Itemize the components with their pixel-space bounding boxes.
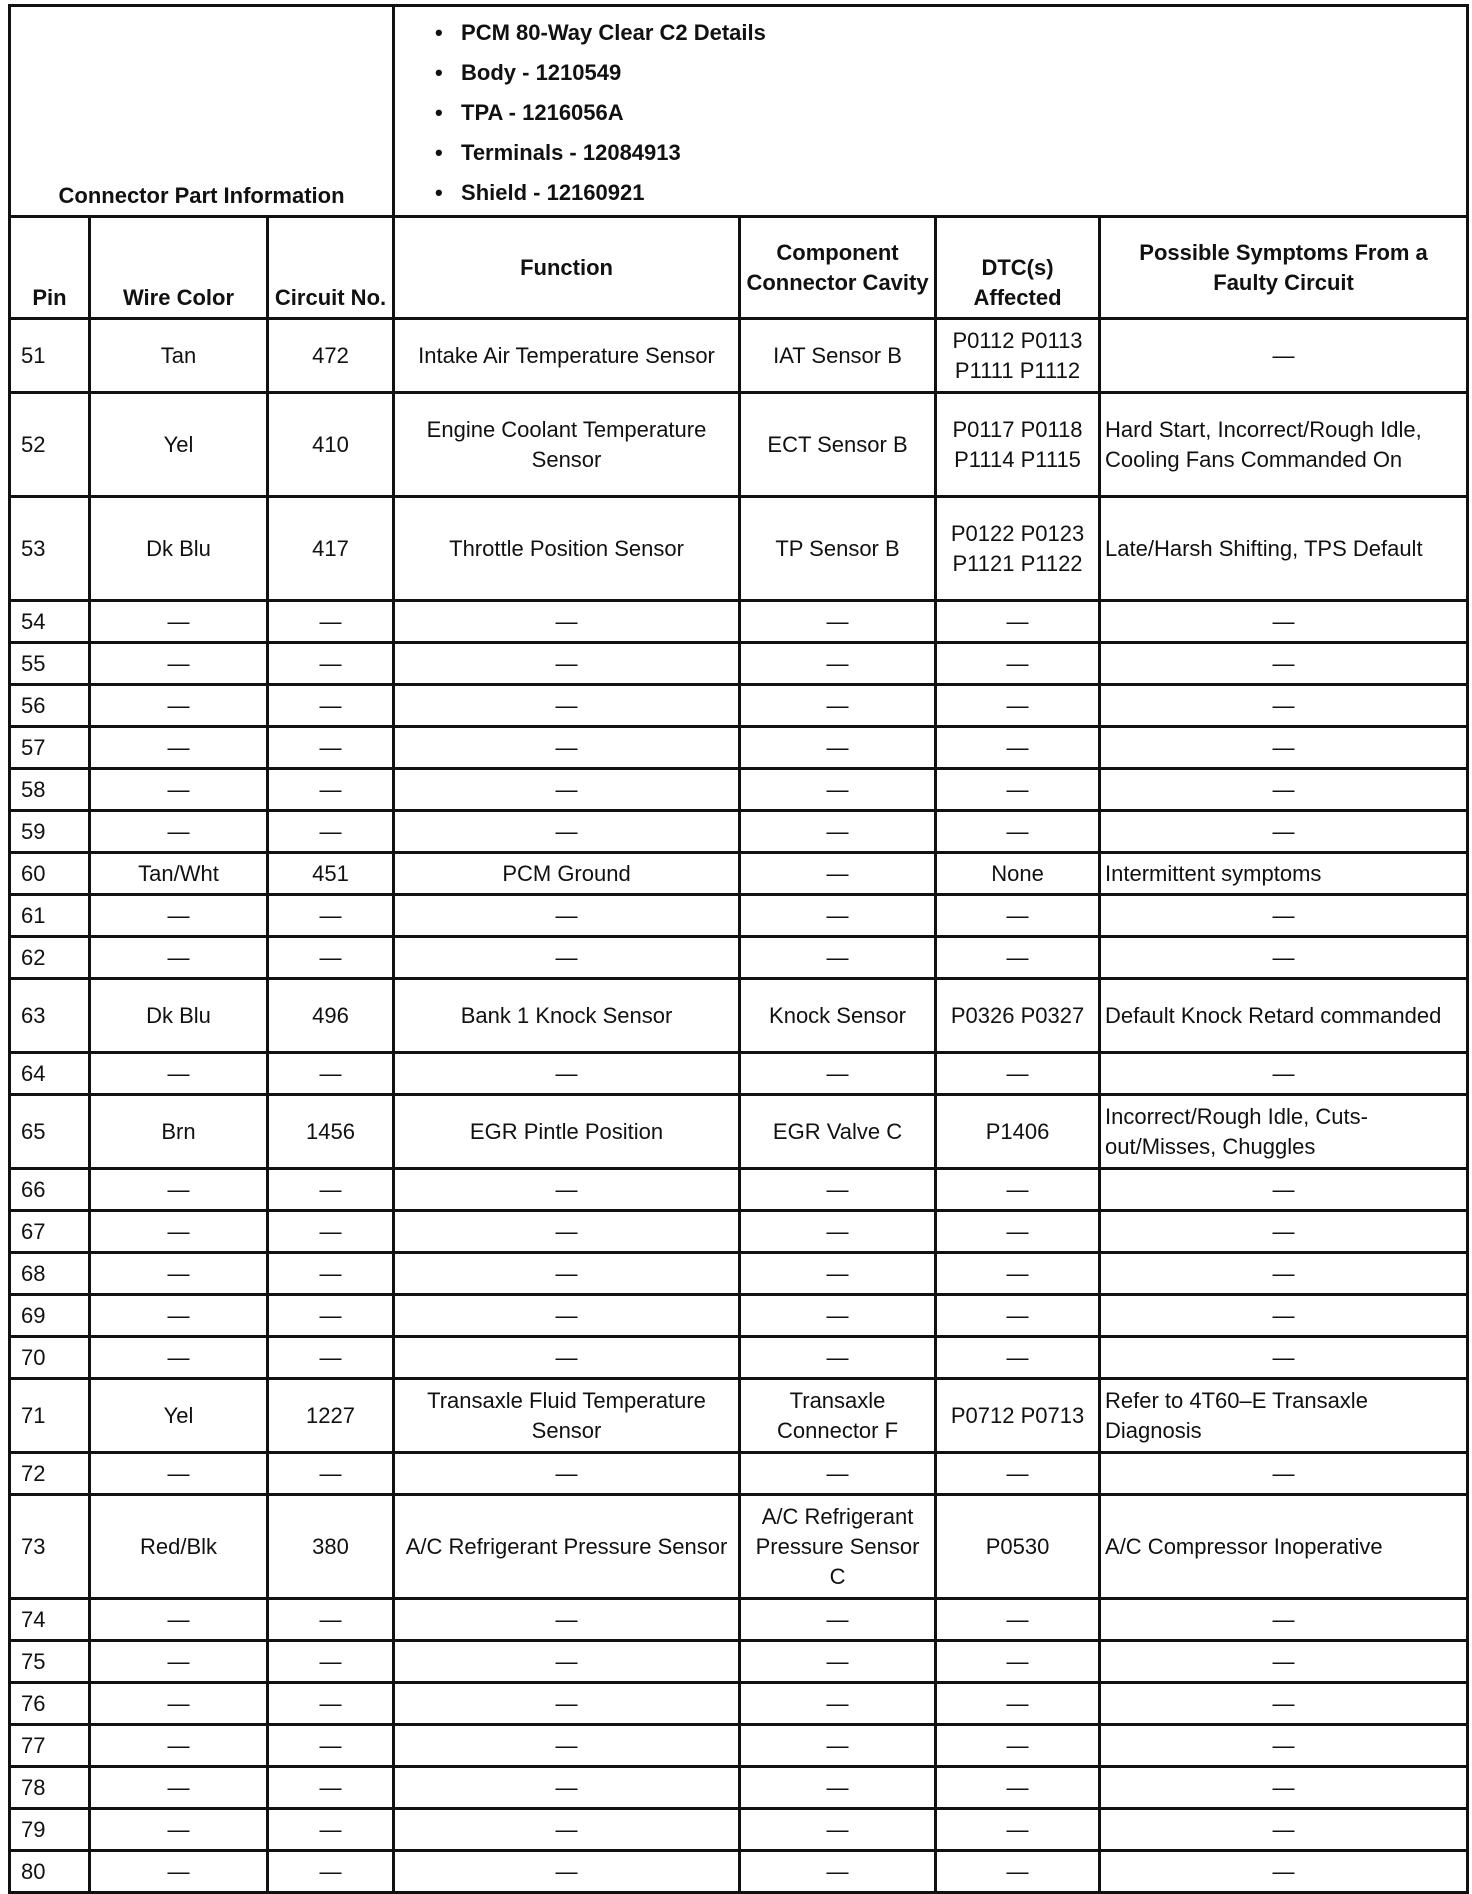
- wire-color-cell: —: [90, 811, 268, 853]
- function-cell: Bank 1 Knock Sensor: [394, 979, 740, 1053]
- symptoms-cell: Late/Harsh Shifting, TPS Default: [1100, 497, 1468, 601]
- wire-color-cell: —: [90, 1683, 268, 1725]
- circuit-cell: —: [268, 1809, 394, 1851]
- table-row: [10, 1767, 1468, 1809]
- pin-cell: 51: [10, 319, 90, 393]
- dtc-cell: —: [936, 1725, 1100, 1767]
- function-cell: —: [394, 685, 740, 727]
- function-cell: Transaxle Fluid Temperature Sensor: [394, 1379, 740, 1453]
- pin-cell: 70: [10, 1337, 90, 1379]
- symptoms-cell: —: [1100, 1767, 1468, 1809]
- header-symptoms: Possible Symptoms From a Faulty Circuit: [1100, 217, 1468, 319]
- pin-cell: 68: [10, 1253, 90, 1295]
- cavity-cell: —: [740, 1809, 936, 1851]
- circuit-cell: —: [268, 1295, 394, 1337]
- wire-color-cell: Brn: [90, 1095, 268, 1169]
- pin-cell: 66: [10, 1169, 90, 1211]
- cavity-cell: —: [740, 1683, 936, 1725]
- function-cell: —: [394, 1337, 740, 1379]
- symptoms-cell: —: [1100, 1851, 1468, 1893]
- symptoms-cell: —: [1100, 811, 1468, 853]
- pin-cell: 54: [10, 601, 90, 643]
- pin-cell: 62: [10, 937, 90, 979]
- symptoms-cell: Incorrect/Rough Idle, Cuts-out/Misses, Chuggles: [1100, 1095, 1468, 1169]
- bullet-icon: •: [435, 60, 443, 85]
- dtc-cell: —: [936, 1809, 1100, 1851]
- connector-info-list: [394, 6, 1468, 217]
- table-row: [10, 853, 1468, 895]
- header-circuit-no: Circuit No.: [268, 217, 394, 319]
- cavity-cell: —: [740, 1295, 936, 1337]
- bullet-icon: •: [435, 140, 443, 165]
- dtc-cell: P0122 P0123 P1121 P1122: [936, 497, 1100, 601]
- symptoms-cell: —: [1100, 727, 1468, 769]
- circuit-cell: —: [268, 643, 394, 685]
- symptoms-cell: —: [1100, 1599, 1468, 1641]
- circuit-cell: 1456: [268, 1095, 394, 1169]
- function-cell: —: [394, 1851, 740, 1893]
- pinout-table-sheet: [8, 4, 1466, 1884]
- wire-color-cell: —: [90, 937, 268, 979]
- cavity-cell: A/C Refrigerant Pressure Sensor C: [740, 1495, 936, 1599]
- header-function: Function: [394, 217, 740, 319]
- symptoms-cell: —: [1100, 1453, 1468, 1495]
- bullet-icon: •: [435, 100, 443, 125]
- table-row: [10, 1379, 1468, 1453]
- pin-cell: 67: [10, 1211, 90, 1253]
- symptoms-cell: —: [1100, 1169, 1468, 1211]
- cavity-cell: —: [740, 853, 936, 895]
- symptoms-cell: —: [1100, 319, 1468, 393]
- table-row: [10, 1337, 1468, 1379]
- table-row: [10, 1053, 1468, 1095]
- pin-cell: 53: [10, 497, 90, 601]
- cavity-cell: —: [740, 1169, 936, 1211]
- dtc-cell: P0326 P0327: [936, 979, 1100, 1053]
- dtc-cell: None: [936, 853, 1100, 895]
- wire-color-cell: —: [90, 1253, 268, 1295]
- wire-color-cell: —: [90, 1295, 268, 1337]
- function-cell: —: [394, 643, 740, 685]
- circuit-cell: —: [268, 1053, 394, 1095]
- symptoms-cell: —: [1100, 769, 1468, 811]
- circuit-cell: —: [268, 1453, 394, 1495]
- wire-color-cell: —: [90, 1599, 268, 1641]
- circuit-cell: —: [268, 811, 394, 853]
- table-row: [10, 1169, 1468, 1211]
- cavity-cell: ECT Sensor B: [740, 393, 936, 497]
- wire-color-cell: —: [90, 1767, 268, 1809]
- pin-cell: 57: [10, 727, 90, 769]
- symptoms-cell: —: [1100, 895, 1468, 937]
- function-cell: —: [394, 1767, 740, 1809]
- connector-info-row: [10, 6, 1468, 217]
- function-cell: Intake Air Temperature Sensor: [394, 319, 740, 393]
- dtc-cell: —: [936, 1295, 1100, 1337]
- function-cell: —: [394, 1599, 740, 1641]
- cavity-cell: —: [740, 811, 936, 853]
- wire-color-cell: —: [90, 685, 268, 727]
- symptoms-cell: —: [1100, 1053, 1468, 1095]
- table-row: [10, 1809, 1468, 1851]
- wire-color-cell: Red/Blk: [90, 1495, 268, 1599]
- cavity-cell: Transaxle Connector F: [740, 1379, 936, 1453]
- pin-cell: 72: [10, 1453, 90, 1495]
- connector-info-item: • Terminals - 12084913: [435, 133, 1458, 173]
- function-cell: —: [394, 769, 740, 811]
- cavity-cell: —: [740, 1337, 936, 1379]
- cavity-cell: —: [740, 1599, 936, 1641]
- function-cell: —: [394, 727, 740, 769]
- circuit-cell: 496: [268, 979, 394, 1053]
- wire-color-cell: —: [90, 1337, 268, 1379]
- circuit-cell: 417: [268, 497, 394, 601]
- pin-cell: 80: [10, 1851, 90, 1893]
- pin-cell: 71: [10, 1379, 90, 1453]
- pin-cell: 63: [10, 979, 90, 1053]
- dtc-cell: —: [936, 1599, 1100, 1641]
- circuit-cell: 410: [268, 393, 394, 497]
- function-cell: —: [394, 1453, 740, 1495]
- cavity-cell: —: [740, 1641, 936, 1683]
- cavity-cell: —: [740, 1211, 936, 1253]
- dtc-cell: P1406: [936, 1095, 1100, 1169]
- pin-cell: 61: [10, 895, 90, 937]
- dtc-cell: —: [936, 1851, 1100, 1893]
- wire-color-cell: —: [90, 769, 268, 811]
- dtc-cell: —: [936, 685, 1100, 727]
- circuit-cell: —: [268, 1683, 394, 1725]
- pin-cell: 55: [10, 643, 90, 685]
- symptoms-cell: —: [1100, 937, 1468, 979]
- wire-color-cell: —: [90, 1641, 268, 1683]
- circuit-cell: 472: [268, 319, 394, 393]
- dtc-cell: —: [936, 1337, 1100, 1379]
- dtc-cell: —: [936, 895, 1100, 937]
- dtc-cell: —: [936, 769, 1100, 811]
- function-cell: EGR Pintle Position: [394, 1095, 740, 1169]
- cavity-cell: —: [740, 1767, 936, 1809]
- symptoms-cell: —: [1100, 643, 1468, 685]
- symptoms-cell: Hard Start, Incorrect/Rough Idle, Cooling Fans Commanded On: [1100, 393, 1468, 497]
- table-row: [10, 643, 1468, 685]
- function-cell: —: [394, 1169, 740, 1211]
- table-row: [10, 1253, 1468, 1295]
- function-cell: —: [394, 1053, 740, 1095]
- header-wire-color: Wire Color: [90, 217, 268, 319]
- bullet-icon: •: [435, 180, 443, 205]
- dtc-cell: —: [936, 1211, 1100, 1253]
- circuit-cell: —: [268, 1767, 394, 1809]
- wire-color-cell: —: [90, 1809, 268, 1851]
- function-cell: PCM Ground: [394, 853, 740, 895]
- cavity-cell: —: [740, 895, 936, 937]
- pin-cell: 52: [10, 393, 90, 497]
- dtc-cell: —: [936, 1683, 1100, 1725]
- cavity-cell: Knock Sensor: [740, 979, 936, 1053]
- cavity-cell: —: [740, 643, 936, 685]
- table-row: [10, 1295, 1468, 1337]
- pin-cell: 64: [10, 1053, 90, 1095]
- dtc-cell: —: [936, 937, 1100, 979]
- circuit-cell: —: [268, 1599, 394, 1641]
- header-dtcs: DTC(s) Affected: [936, 217, 1100, 319]
- table-row: [10, 1211, 1468, 1253]
- pin-cell: 69: [10, 1295, 90, 1337]
- symptoms-cell: —: [1100, 1641, 1468, 1683]
- header-pin: Pin: [10, 217, 90, 319]
- circuit-cell: —: [268, 1169, 394, 1211]
- function-cell: —: [394, 1253, 740, 1295]
- wire-color-cell: —: [90, 1053, 268, 1095]
- table-row: [10, 811, 1468, 853]
- table-row: [10, 497, 1468, 601]
- table-row: [10, 1851, 1468, 1893]
- bullet-icon: •: [435, 20, 443, 45]
- function-cell: Throttle Position Sensor: [394, 497, 740, 601]
- cavity-cell: IAT Sensor B: [740, 319, 936, 393]
- pin-cell: 59: [10, 811, 90, 853]
- connector-info-item: • Body - 1210549: [435, 53, 1458, 93]
- dtc-cell: —: [936, 1253, 1100, 1295]
- wire-color-cell: Tan/Wht: [90, 853, 268, 895]
- circuit-cell: 380: [268, 1495, 394, 1599]
- circuit-cell: —: [268, 1851, 394, 1893]
- dtc-cell: —: [936, 1767, 1100, 1809]
- dtc-cell: —: [936, 1053, 1100, 1095]
- wire-color-cell: Dk Blu: [90, 979, 268, 1053]
- circuit-cell: —: [268, 727, 394, 769]
- symptoms-cell: —: [1100, 1211, 1468, 1253]
- cavity-cell: EGR Valve C: [740, 1095, 936, 1169]
- table-row: [10, 1495, 1468, 1599]
- table-row: [10, 1683, 1468, 1725]
- pinout-table: [8, 4, 1469, 1894]
- dtc-cell: —: [936, 1453, 1100, 1495]
- table-row: [10, 769, 1468, 811]
- connector-info-item: • Shield - 12160921: [435, 173, 1458, 213]
- circuit-cell: 1227: [268, 1379, 394, 1453]
- wire-color-cell: —: [90, 727, 268, 769]
- circuit-cell: —: [268, 769, 394, 811]
- symptoms-cell: —: [1100, 685, 1468, 727]
- wire-color-cell: Yel: [90, 1379, 268, 1453]
- function-cell: —: [394, 895, 740, 937]
- circuit-cell: —: [268, 1253, 394, 1295]
- dtc-cell: —: [936, 643, 1100, 685]
- pin-cell: 56: [10, 685, 90, 727]
- pin-cell: 60: [10, 853, 90, 895]
- pin-cell: 58: [10, 769, 90, 811]
- symptoms-cell: —: [1100, 1337, 1468, 1379]
- cavity-cell: —: [740, 769, 936, 811]
- wire-color-cell: Yel: [90, 393, 268, 497]
- table-row: [10, 727, 1468, 769]
- table-row: [10, 1641, 1468, 1683]
- function-cell: Engine Coolant Temperature Sensor: [394, 393, 740, 497]
- connector-info-item: • TPA - 1216056A: [435, 93, 1458, 133]
- dtc-cell: P0530: [936, 1495, 1100, 1599]
- cavity-cell: TP Sensor B: [740, 497, 936, 601]
- circuit-cell: 451: [268, 853, 394, 895]
- dtc-cell: —: [936, 1641, 1100, 1683]
- symptoms-cell: A/C Compressor Inoperative: [1100, 1495, 1468, 1599]
- header-component-cavity: Component Connector Cavity: [740, 217, 936, 319]
- pin-cell: 76: [10, 1683, 90, 1725]
- table-row: [10, 319, 1468, 393]
- wire-color-cell: —: [90, 1211, 268, 1253]
- wire-color-cell: —: [90, 601, 268, 643]
- pin-cell: 77: [10, 1725, 90, 1767]
- function-cell: A/C Refrigerant Pressure Sensor: [394, 1495, 740, 1599]
- symptoms-cell: —: [1100, 1809, 1468, 1851]
- symptoms-cell: Refer to 4T60–E Transaxle Diagnosis: [1100, 1379, 1468, 1453]
- wire-color-cell: —: [90, 1453, 268, 1495]
- dtc-cell: —: [936, 811, 1100, 853]
- circuit-cell: —: [268, 1725, 394, 1767]
- circuit-cell: —: [268, 601, 394, 643]
- wire-color-cell: —: [90, 643, 268, 685]
- dtc-cell: —: [936, 601, 1100, 643]
- cavity-cell: —: [740, 1253, 936, 1295]
- cavity-cell: —: [740, 727, 936, 769]
- function-cell: —: [394, 1725, 740, 1767]
- pin-cell: 75: [10, 1641, 90, 1683]
- cavity-cell: —: [740, 685, 936, 727]
- circuit-cell: —: [268, 1641, 394, 1683]
- function-cell: —: [394, 1809, 740, 1851]
- circuit-cell: —: [268, 1337, 394, 1379]
- dtc-cell: —: [936, 1169, 1100, 1211]
- symptoms-cell: Intermittent symptoms: [1100, 853, 1468, 895]
- table-row: [10, 393, 1468, 497]
- cavity-cell: —: [740, 1053, 936, 1095]
- wire-color-cell: —: [90, 1169, 268, 1211]
- wire-color-cell: Dk Blu: [90, 497, 268, 601]
- wire-color-cell: —: [90, 1725, 268, 1767]
- function-cell: —: [394, 1211, 740, 1253]
- dtc-cell: P0112 P0113 P1111 P1112: [936, 319, 1100, 393]
- column-header-row: [10, 217, 1468, 319]
- table-row: [10, 937, 1468, 979]
- cavity-cell: —: [740, 1453, 936, 1495]
- symptoms-cell: —: [1100, 601, 1468, 643]
- table-row: [10, 1453, 1468, 1495]
- table-row: [10, 895, 1468, 937]
- symptoms-cell: —: [1100, 1683, 1468, 1725]
- dtc-cell: —: [936, 727, 1100, 769]
- dtc-cell: P0117 P0118 P1114 P1115: [936, 393, 1100, 497]
- table-row: [10, 979, 1468, 1053]
- wire-color-cell: —: [90, 1851, 268, 1893]
- table-row: [10, 601, 1468, 643]
- cavity-cell: —: [740, 1725, 936, 1767]
- function-cell: —: [394, 811, 740, 853]
- circuit-cell: —: [268, 685, 394, 727]
- circuit-cell: —: [268, 1211, 394, 1253]
- dtc-cell: P0712 P0713: [936, 1379, 1100, 1453]
- cavity-cell: —: [740, 601, 936, 643]
- wire-color-cell: —: [90, 895, 268, 937]
- table-row: [10, 1725, 1468, 1767]
- symptoms-cell: —: [1100, 1725, 1468, 1767]
- circuit-cell: —: [268, 937, 394, 979]
- connector-info-item: • PCM 80-Way Clear C2 Details: [435, 13, 1458, 53]
- pin-cell: 65: [10, 1095, 90, 1169]
- pin-cell: 78: [10, 1767, 90, 1809]
- pin-cell: 73: [10, 1495, 90, 1599]
- function-cell: —: [394, 601, 740, 643]
- symptoms-cell: —: [1100, 1295, 1468, 1337]
- connector-info-label: Connector Part Information: [10, 6, 394, 217]
- table-row: [10, 685, 1468, 727]
- pin-cell: 74: [10, 1599, 90, 1641]
- symptoms-cell: —: [1100, 1253, 1468, 1295]
- symptoms-cell: Default Knock Retard commanded: [1100, 979, 1468, 1053]
- function-cell: —: [394, 1683, 740, 1725]
- cavity-cell: —: [740, 1851, 936, 1893]
- cavity-cell: —: [740, 937, 936, 979]
- table-row: [10, 1095, 1468, 1169]
- function-cell: —: [394, 1641, 740, 1683]
- function-cell: —: [394, 937, 740, 979]
- pin-cell: 79: [10, 1809, 90, 1851]
- function-cell: —: [394, 1295, 740, 1337]
- wire-color-cell: Tan: [90, 319, 268, 393]
- table-row: [10, 1599, 1468, 1641]
- circuit-cell: —: [268, 895, 394, 937]
